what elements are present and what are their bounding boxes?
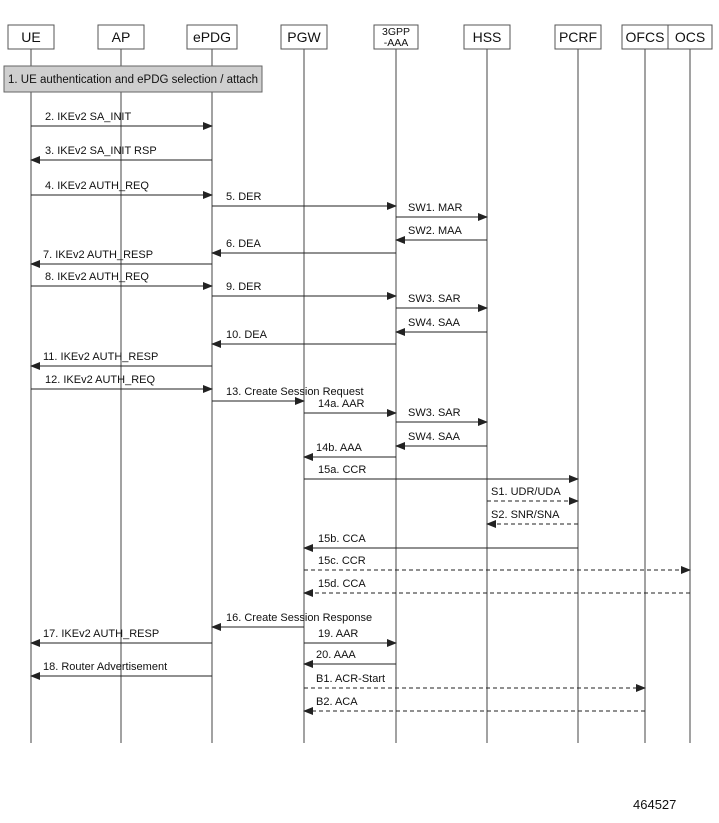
participant-pgw	[281, 25, 327, 49]
message	[396, 317, 487, 332]
participant-ue	[8, 25, 54, 49]
participant-label-hss: HSS	[472, 29, 502, 45]
participant-pcrf	[555, 25, 601, 49]
message	[487, 486, 578, 501]
step-box-group	[4, 66, 262, 92]
participant-label-ocs: OCS	[674, 29, 706, 45]
participant-boxes	[8, 25, 712, 49]
message-label: 12. IKEv2 AUTH_REQ	[45, 374, 156, 386]
message	[304, 673, 645, 688]
message-label: 5. DER	[226, 191, 262, 203]
message	[396, 202, 487, 217]
message	[304, 464, 578, 479]
participant-aaa	[374, 25, 418, 49]
message	[396, 225, 487, 240]
participant-label-ue: UE	[21, 29, 41, 45]
message	[396, 407, 487, 422]
message-label: 16. Create Session Response	[226, 612, 373, 624]
message-label: 15d. CCA	[318, 578, 366, 590]
participant-label-pgw: PGW	[287, 29, 321, 45]
message	[304, 442, 396, 457]
message	[304, 578, 690, 593]
participant-label-aaa-line2: -AAA	[383, 37, 409, 49]
message-label: 15b. CCA	[318, 533, 366, 545]
message-label: SW4. SAA	[408, 431, 460, 443]
step-box-label: 1. UE authentication and ePDG selection / attach	[8, 74, 258, 86]
participant-label-aaa-line1: 3GPP	[381, 26, 411, 38]
message	[304, 398, 396, 413]
participant-ocs	[668, 25, 712, 49]
message-label: S2. SNR/SNA	[491, 509, 560, 521]
message	[304, 649, 396, 664]
message-label: SW3. SAR	[408, 407, 461, 419]
message-label: 14a. AAR	[318, 398, 365, 410]
participant-ofcs	[622, 25, 668, 49]
participant-hss	[464, 25, 510, 49]
message-label: 3. IKEv2 SA_INIT RSP	[45, 145, 157, 157]
message-label: 17. IKEv2 AUTH_RESP	[43, 628, 160, 640]
message	[212, 612, 372, 627]
message-label: 18. Router Advertisement	[43, 661, 168, 673]
message	[396, 431, 487, 446]
message-label: 10. DEA	[226, 329, 267, 341]
message-label: SW2. MAA	[408, 225, 462, 237]
participant-epdg	[187, 25, 237, 49]
participant-label-ap: AP	[111, 29, 131, 45]
message-label: 19. AAR	[318, 628, 359, 640]
messages	[31, 111, 690, 711]
figure-id-label: 464527	[633, 797, 677, 812]
participant-label-epdg: ePDG	[192, 29, 232, 45]
message-label: 8. IKEv2 AUTH_REQ	[45, 271, 149, 283]
message	[396, 293, 487, 308]
message-label: B1. ACR-Start	[316, 673, 386, 685]
message-label: 15c. CCR	[318, 555, 366, 567]
message-label: 9. DER	[226, 281, 262, 293]
message-label: SW4. SAA	[408, 317, 460, 329]
message-label: B2. ACA	[316, 696, 358, 708]
message-label: 20. AAA	[316, 649, 356, 661]
message-label: SW3. SAR	[408, 293, 461, 305]
message	[304, 628, 396, 643]
participant-label-pcrf: PCRF	[558, 29, 598, 45]
message-label: 6. DEA	[226, 238, 261, 250]
message-label: 2. IKEv2 SA_INIT	[45, 111, 132, 123]
message	[304, 555, 690, 570]
message-label: 13. Create Session Request	[226, 386, 364, 398]
message-label: 7. IKEv2 AUTH_RESP	[43, 249, 154, 261]
participant-ap	[98, 25, 144, 49]
message-label: 15a. CCR	[318, 464, 367, 476]
participant-label-ofcs: OFCS	[625, 29, 665, 45]
message-label: S1. UDR/UDA	[491, 486, 561, 498]
message-label: 4. IKEv2 AUTH_REQ	[45, 180, 149, 192]
message	[304, 533, 578, 548]
message	[487, 509, 578, 524]
message-label: SW1. MAR	[408, 202, 463, 214]
message-label: 14b. AAA	[316, 442, 362, 454]
message-label: 11. IKEv2 AUTH_RESP	[43, 351, 159, 363]
message	[304, 696, 645, 711]
